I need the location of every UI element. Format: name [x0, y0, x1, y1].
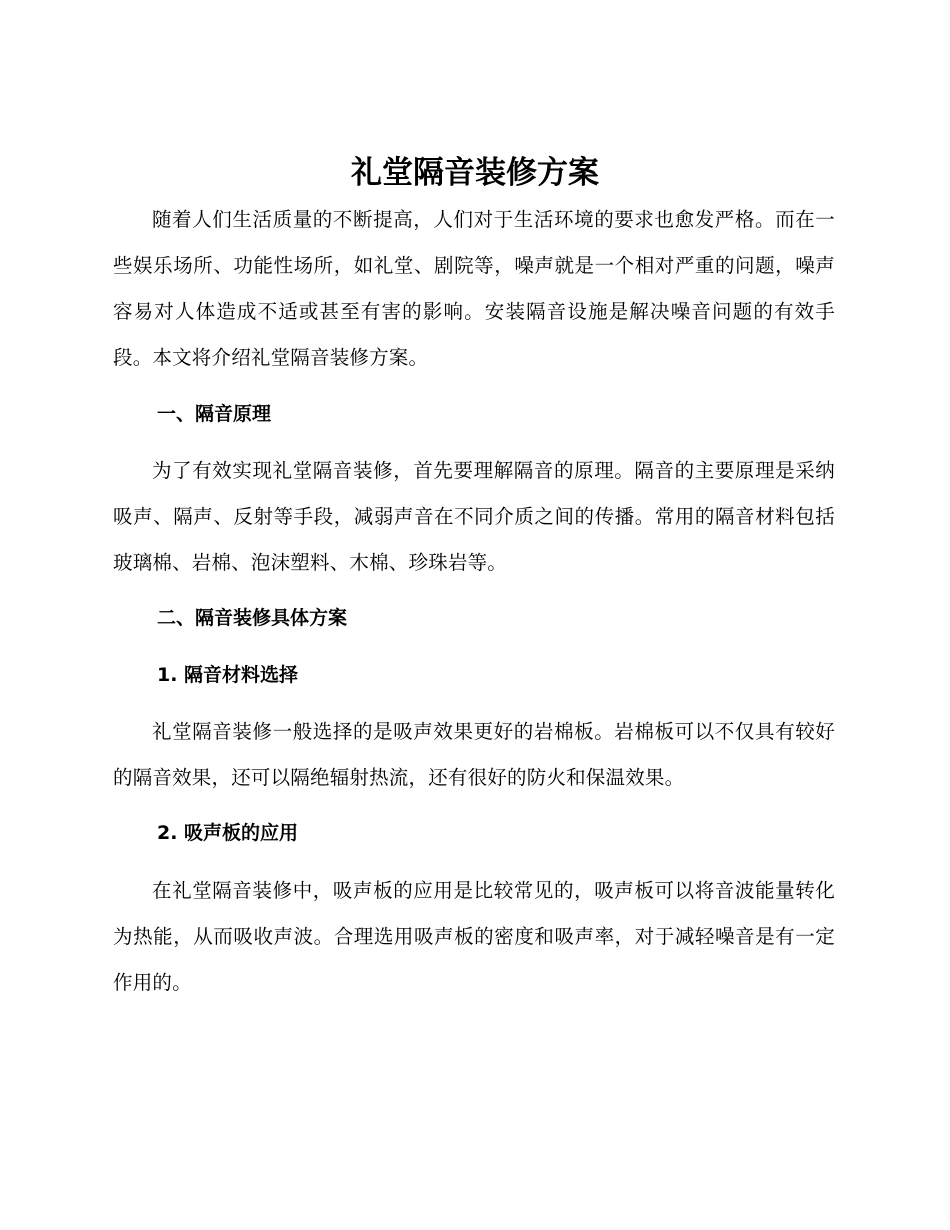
- section-heading-principle: 一、隔音原理: [157, 403, 272, 425]
- materials-paragraph: 礼堂隔音装修一般选择的是吸声效果更好的岩棉板。岩棉板可以不仅具有较好的隔音效果，还可以隔绝辐射热流，还有很好的防火和保温效果。: [113, 720, 835, 789]
- subsection-heading-absorber: 2. 吸声板的应用: [157, 822, 299, 844]
- document-title: 礼堂隔音装修方案: [351, 155, 599, 191]
- subsection-heading-materials: 1. 隔音材料选择: [157, 664, 299, 686]
- absorber-paragraph: 在礼堂隔音装修中，吸声板的应用是比较常见的，吸声板可以将音波能量转化为热能，从而吸收声波。合理选用吸声板的密度和吸声率，对于减轻噪音是有一定作用的。: [113, 879, 835, 994]
- principle-paragraph: 为了有效实现礼堂隔音装修，首先要理解隔音的原理。隔音的主要原理是采纳吸声、隔声、反射等手段，减弱声音在不同介质之间的传播。常用的隔音材料包括玻璃棉、岩棉、泡沫塑料、木棉、珍珠岩等。: [113, 459, 835, 574]
- section-heading-plan: 二、隔音装修具体方案: [157, 607, 348, 629]
- intro-paragraph: 随着人们生活质量的不断提高，人们对于生活环境的要求也愈发严格。而在一些娱乐场所、功能性场所，如礼堂、剧院等，噪声就是一个相对严重的问题，噪声容易对人体造成不适或甚至有害的影响。安装隔音设施是解决噪音问题的有效手段。本文将介绍礼堂隔音装修方案。: [113, 208, 835, 369]
